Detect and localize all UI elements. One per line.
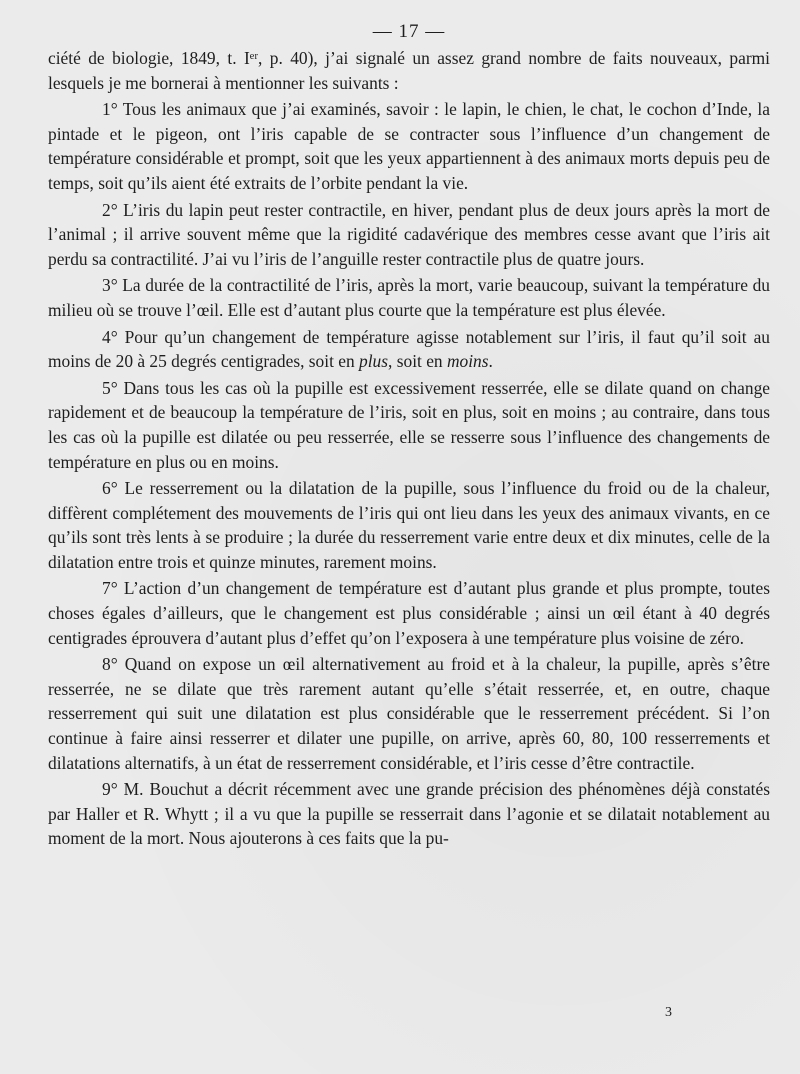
italic-plus: plus — [359, 351, 389, 372]
paragraph-2: 2° L’iris du lapin peut rester contractile, en hiver, pendant plus de deux jours après la mort de l’animal ; il arrive souvent même que la rigidité cadavérique des membres cesse avant que l’iris ait perdu sa contractilité. J’ai vu l’iris de l’anguille rester contractile plus de quatre jours. — [48, 199, 770, 269]
body-text — [48, 46, 770, 851]
paragraph-4-end: . — [488, 351, 493, 372]
paragraph-8: 8° Quand on expose un œil alternativement au froid et à la chaleur, la pupille, après s’être resserrée, ne se dilate que très rarement autant qu’elle s’était resserrée, et, en outre, chaque resserrement qui suit une dilatation est plus considérable que le resserrement précédent. Si l’on continue à faire ainsi resserrer et dilater une pupille, on arrive, après 60, 80, 100 resserrements et dilatations alternatifs, à un état de resserrement considérable, et l’iris cesse d’être contractile. — [48, 654, 770, 773]
paragraph-9: 9° M. Bouchut a décrit récemment avec une grande précision des phénomènes déjà constatés par Haller et R. Whytt ; il a vu que la pupille se resserrait dans l’agonie et se dilatait notablement au moment de la mort. Nous ajouterons à ces faits que la pu- — [48, 779, 770, 849]
paragraph-6: 6° Le resserrement ou la dilatation de la pupille, sous l’influence du froid ou de la chaleur, diffèrent complétement des mouvements de l’iris qui ont lieu dans les yeux des animaux vivants, en ce qu’ils sont très lents à se produire ; la durée du resserrement varie entre deux et dix minutes, celle de la dilatation entre trois et quinze minutes, rarement moins. — [48, 478, 770, 572]
paragraph-5: 5° Dans tous les cas où la pupille est excessivement resserrée, elle se dilate quand on change rapidement et de beaucoup la température de l’iris, soit en plus, soit en moins ; au contraire, dans tous les cas où la pupille est dilatée ou peu resserrée, elle se resserre sous l’influence des changements de température en plus ou en moins. — [48, 377, 770, 472]
paragraph-1: 1° Tous les animaux que j’ai examinés, savoir : le lapin, le chien, le chat, le cochon d’Inde, la pintade et le pigeon, ont l’iris capable de se contracter sous l’influence d’un changement de température considérable et prompt, soit que les yeux appartiennent à des animaux morts depuis peu de temps, soit qu’ils aient été extraits de l’orbite pendant la vie. — [48, 99, 770, 193]
paragraph-4-text: 4° Pour qu’un changement de température agisse notablement sur l’iris, il faut qu’il soit au moins de 20 à 25 degrés centigrades, soit en — [48, 326, 770, 372]
paragraph-4 — [48, 325, 770, 374]
intro-paragraph: ciété de biologie, 1849, t. Iᵉʳ, p. 40), j’ai signalé un assez grand nombre de faits nouveaux, parmi lesquels je me bornerai à mentionner les suivants : — [48, 48, 770, 93]
paragraph-7: 7° L’action d’un changement de température est d’autant plus grande et plus prompte, toutes choses égales d’ailleurs, que le changement est plus considérable ; ainsi un œil étant à 40 degrés centigrades éprouvera d’autant plus d’effet qu’on l’exposera à une température plus voisine de zéro. — [48, 578, 770, 648]
signature-mark: 3 — [665, 1005, 672, 1020]
paragraph-4-middle: , soit en — [388, 351, 447, 372]
paragraph-3: 3° La durée de la contractilité de l’iris, après la mort, varie beaucoup, suivant la température du milieu où se trouve l’œil. Elle est d’autant plus courte que la température est plus élevée. — [48, 275, 770, 320]
page-number: — 17 — — [372, 21, 446, 42]
italic-moins: moins — [446, 351, 489, 372]
